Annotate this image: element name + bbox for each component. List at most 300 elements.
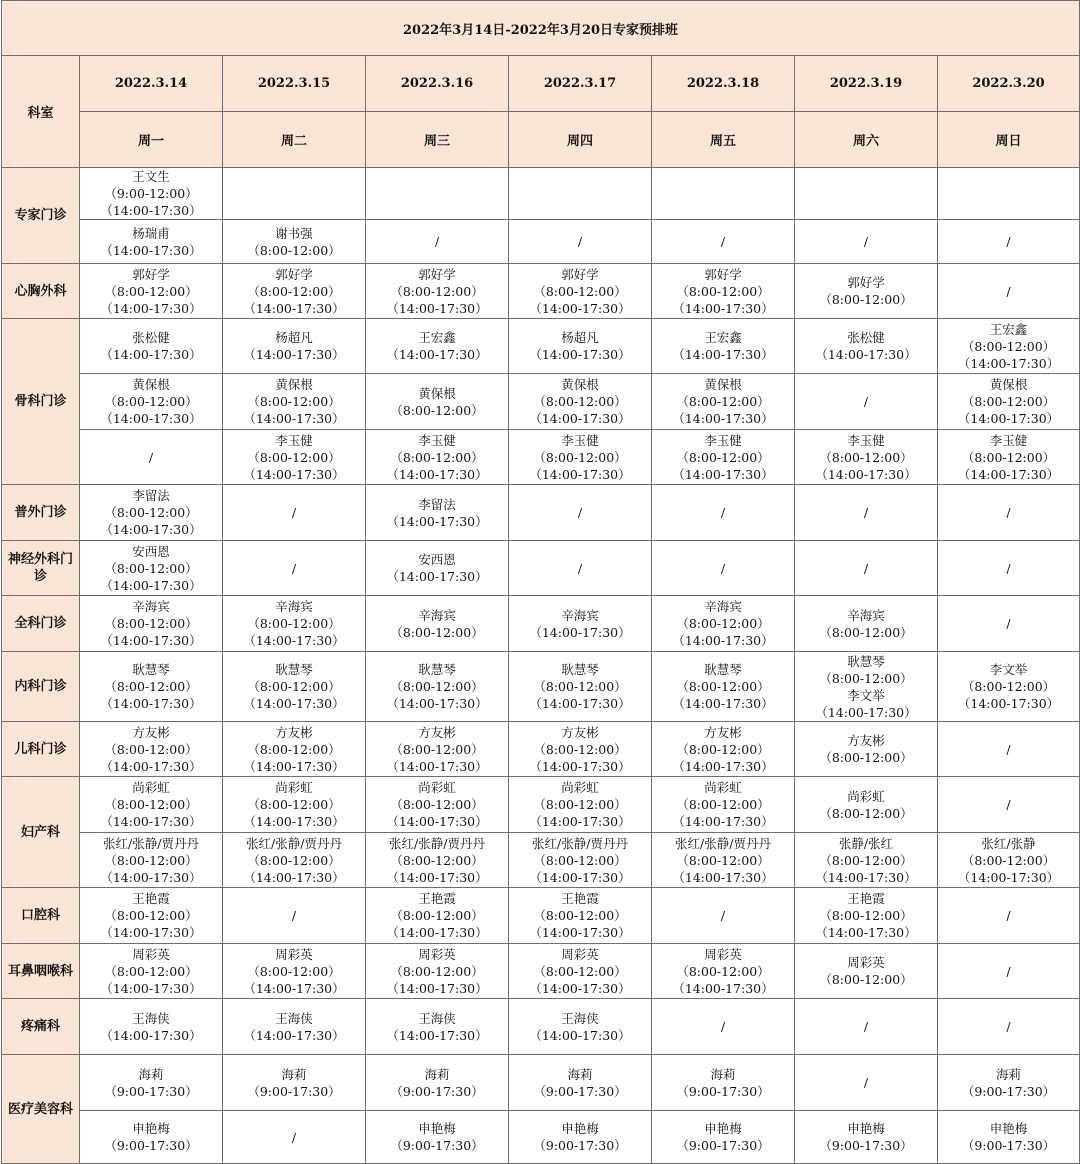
- schedule-cell: [652, 220, 795, 264]
- doctor-name: 辛海宾: [418, 607, 456, 623]
- shift-time: （14:00-17:30）: [100, 758, 202, 774]
- shift-time: （8:00-12:00）: [533, 394, 627, 409]
- doctor-name: 王文生: [132, 169, 170, 184]
- schedule-cell: [652, 168, 795, 220]
- schedule-cell: [223, 1055, 366, 1111]
- schedule-cell: [938, 833, 1080, 888]
- schedule-cell: [366, 168, 509, 220]
- weekday-header: 周一: [80, 112, 223, 168]
- shift-time: （14:00-17:30）: [386, 1027, 488, 1043]
- doctor-name: 申艳梅: [989, 1121, 1028, 1136]
- doctor-name: 尚彩虹: [847, 788, 885, 804]
- schedule-cell: [795, 888, 938, 944]
- shift-time: （8:00-12:00）: [104, 616, 198, 631]
- date-header: 2022.3.16: [366, 56, 509, 112]
- shift-time: （8:00-12:00）: [247, 394, 341, 409]
- shift-time: （14:00-17:30）: [386, 696, 488, 711]
- not-scheduled-mark: /: [863, 505, 869, 520]
- shift-time: （14:00-17:30）: [672, 696, 774, 711]
- shift-time: （8:00-12:00）: [676, 797, 770, 812]
- doctor-name: 海莉: [424, 1066, 450, 1082]
- dept-label: 神经外科门诊: [2, 541, 80, 596]
- schedule-row: [2, 430, 1080, 485]
- dept-label: 内科门诊: [2, 652, 80, 722]
- shift-time: （14:00-17:30）: [529, 925, 631, 940]
- schedule-cell: [80, 944, 223, 999]
- shift-time: （8:00-12:00）: [247, 616, 341, 631]
- date-header: 2022.3.20: [938, 56, 1080, 112]
- doctor-name: 尚彩虹: [561, 780, 599, 795]
- schedule-row: [2, 652, 1080, 722]
- shift-time: （14:00-17:30）: [529, 814, 631, 829]
- doctor-name: 王艳霞: [561, 891, 599, 906]
- doctor-name: 尚彩虹: [132, 780, 170, 795]
- shift-time: （14:00-17:30）: [672, 758, 774, 774]
- doctor-name: 黄保根: [275, 377, 313, 392]
- shift-time: （14:00-17:30）: [815, 925, 917, 940]
- schedule-cell: [366, 541, 509, 596]
- shift-time: （8:00-12:00）: [676, 616, 770, 631]
- weekday-header: 周五: [652, 112, 795, 168]
- doctor-name: 李玉健: [989, 432, 1028, 448]
- doctor-name: 黄保根: [561, 377, 599, 392]
- shift-time: （14:00-17:30）: [243, 1027, 345, 1043]
- shift-time: （9:00-17:30）: [390, 1138, 484, 1153]
- not-scheduled-mark: /: [577, 234, 583, 249]
- shift-time: （14:00-17:30）: [100, 814, 202, 829]
- doctor-name: 李玉健: [561, 432, 599, 448]
- not-scheduled-mark: /: [1006, 1019, 1011, 1034]
- schedule-row: [2, 541, 1080, 596]
- dept-label: 心胸外科: [2, 264, 80, 319]
- doctor-name: 周彩英: [847, 955, 885, 970]
- schedule-cell: [652, 430, 795, 485]
- date-header-row: [2, 56, 1080, 112]
- doctor-name: 周彩英: [132, 946, 170, 962]
- schedule-cell: [223, 944, 366, 999]
- doctor-name: 方友彬: [561, 724, 599, 740]
- doctor-name: 王宏鑫: [418, 330, 456, 345]
- shift-time: （14:00-17:30）: [243, 758, 345, 774]
- doctor-name: 辛海宾: [275, 599, 313, 614]
- schedule-cell: [223, 1111, 366, 1164]
- not-scheduled-mark: /: [291, 505, 297, 520]
- doctor-name: 耿慧琴: [847, 653, 885, 669]
- schedule-row: [2, 485, 1080, 541]
- schedule-cell: [366, 999, 509, 1055]
- schedule-cell: [652, 374, 795, 430]
- shift-time: （8:00-12:00）: [390, 852, 484, 868]
- shift-time: （14:00-17:30）: [100, 522, 202, 537]
- doctor-name: 海莉: [138, 1066, 164, 1082]
- date-header: 2022.3.17: [509, 56, 652, 112]
- doctor-name: 黄保根: [418, 385, 456, 401]
- shift-time: （14:00-17:30）: [672, 633, 774, 648]
- not-scheduled-mark: /: [720, 908, 726, 923]
- shift-time: （14:00-17:30）: [672, 814, 774, 829]
- shift-time: （8:00-12:00）: [247, 679, 341, 694]
- doctor-name: 王艳霞: [418, 891, 456, 906]
- not-scheduled-mark: /: [1006, 616, 1011, 631]
- shift-time: （14:00-17:30）: [672, 980, 774, 996]
- shift-time: （8:00-12:00）: [533, 283, 627, 299]
- doctor-name: 申艳梅: [132, 1121, 170, 1136]
- shift-time: （8:00-12:00）: [247, 797, 341, 812]
- schedule-cell: [223, 541, 366, 596]
- schedule-cell: [366, 220, 509, 264]
- doctor-name: 王艳霞: [132, 891, 170, 906]
- schedule-cell: [509, 374, 652, 430]
- shift-time: （8:00-12:00）: [104, 908, 198, 923]
- schedule-row: [2, 777, 1080, 833]
- doctor-name: 方友彬: [847, 733, 885, 748]
- shift-time: （8:00-12:00）: [390, 797, 484, 812]
- weekday-header: 周四: [509, 112, 652, 168]
- page-title: 2022年3月14日-2022年3月20日专家预排班: [2, 1, 1080, 56]
- not-scheduled-mark: /: [720, 234, 726, 249]
- schedule-cell: [366, 777, 509, 833]
- doctor-name: 尚彩虹: [418, 780, 456, 795]
- doctor-name: 周彩英: [704, 946, 742, 962]
- schedule-row: [2, 1055, 1080, 1111]
- schedule-cell: [795, 1111, 938, 1164]
- doctor-name: 尚彩虹: [704, 780, 742, 795]
- shift-time: （9:00-17:30）: [676, 1138, 770, 1153]
- schedule-cell: [652, 888, 795, 944]
- schedule-cell: [795, 777, 938, 833]
- schedule-cell: [652, 319, 795, 374]
- schedule-cell: [652, 1055, 795, 1111]
- shift-time: （14:00-17:30）: [100, 347, 202, 362]
- shift-time: （14:00-17:30）: [100, 696, 202, 711]
- shift-time: （14:00-17:30）: [243, 696, 345, 711]
- doctor-name: 王海侠: [275, 1010, 313, 1026]
- shift-time: （8:00-12:00）: [819, 908, 913, 923]
- shift-time: （8:00-12:00）: [533, 963, 627, 979]
- doctor-name: 尚彩虹: [275, 780, 313, 795]
- shift-time: （8:00-12:00）: [104, 797, 198, 812]
- shift-time: （14:00-17:30）: [672, 466, 774, 482]
- shift-time: （14:00-17:30）: [957, 869, 1060, 885]
- shift-time: （8:00-12:00）: [819, 750, 913, 765]
- schedule-cell: [80, 220, 223, 264]
- doctor-name: 辛海宾: [847, 607, 885, 623]
- schedule-row: [2, 833, 1080, 888]
- not-scheduled-mark: /: [720, 1019, 726, 1034]
- schedule-row: [2, 264, 1080, 319]
- schedule-cell: [509, 722, 652, 777]
- schedule-row: [2, 168, 1080, 220]
- doctor-name: 申艳梅: [418, 1121, 456, 1136]
- schedule-cell: [509, 430, 652, 485]
- shift-time: （8:00-12:00）: [104, 963, 198, 979]
- shift-time: （14:00-17:30）: [672, 869, 774, 885]
- schedule-cell: [652, 541, 795, 596]
- shift-time: （14:00-17:30）: [386, 814, 488, 829]
- shift-time: （14:00-17:30）: [386, 347, 488, 362]
- not-scheduled-mark: /: [863, 394, 869, 409]
- doctor-name: 郭好学: [704, 266, 742, 282]
- schedule-cell: [509, 168, 652, 220]
- schedule-cell: [223, 596, 366, 652]
- schedule-cell: [938, 168, 1080, 220]
- schedule-cell: [938, 777, 1080, 833]
- shift-time: （14:00-17:30）: [672, 347, 774, 362]
- dept-label: 普外门诊: [2, 485, 80, 541]
- schedule-cell: [366, 722, 509, 777]
- doctor-name: 张红/张静/贾丹丹: [103, 835, 199, 851]
- shift-time: （8:00-12:00）: [676, 679, 770, 694]
- doctor-name: 方友彬: [704, 724, 742, 740]
- schedule-row: [2, 944, 1080, 999]
- shift-time: （8:00-12:00）: [104, 505, 198, 520]
- schedule-cell: [80, 596, 223, 652]
- schedule-cell: [223, 777, 366, 833]
- doctor-name: 李留法: [132, 488, 170, 503]
- shift-time: （8:00-12:00）: [533, 679, 627, 694]
- schedule-cell: [509, 596, 652, 652]
- schedule-cell: [938, 596, 1080, 652]
- dept-label: 骨科门诊: [2, 319, 80, 485]
- shift-time: （8:00-12:00）: [676, 963, 770, 979]
- shift-time: （14:00-17:30）: [243, 466, 345, 482]
- not-scheduled-mark: /: [863, 234, 869, 249]
- shift-time: （8:00-12:00）: [390, 963, 484, 979]
- schedule-cell: [80, 999, 223, 1055]
- shift-time: （14:00-17:30）: [100, 633, 202, 648]
- weekday-header: 周三: [366, 112, 509, 168]
- dept-label: 口腔科: [2, 888, 80, 944]
- schedule-row: [2, 319, 1080, 374]
- schedule-cell: [938, 722, 1080, 777]
- doctor-name: 申艳梅: [847, 1121, 885, 1136]
- doctor-name: 周彩英: [561, 946, 599, 962]
- shift-time: （14:00-17:30）: [957, 355, 1060, 371]
- shift-time: （14:00-17:30）: [100, 577, 202, 593]
- schedule-cell: [652, 1111, 795, 1164]
- schedule-row: [2, 374, 1080, 430]
- weekday-header: 周六: [795, 112, 938, 168]
- doctor-name: 张静/张红: [838, 835, 894, 851]
- shift-time: （14:00-17:30）: [386, 980, 488, 996]
- doctor-name: 辛海宾: [561, 607, 599, 623]
- shift-time: （14:00-17:30）: [672, 300, 774, 316]
- shift-time: （8:00-12:00）: [961, 338, 1056, 354]
- schedule-cell: [366, 944, 509, 999]
- doctor-name: 张松健: [847, 330, 885, 345]
- doctor-name: 黄保根: [704, 377, 742, 392]
- shift-time: （8:00-12:00）: [104, 679, 198, 694]
- shift-time: （8:00-12:00）: [247, 449, 341, 465]
- schedule-cell: [80, 777, 223, 833]
- schedule-cell: [652, 596, 795, 652]
- schedule-cell: [795, 168, 938, 220]
- schedule-cell: [938, 220, 1080, 264]
- schedule-cell: [795, 944, 938, 999]
- schedule-cell: [223, 833, 366, 888]
- schedule-cell: [938, 319, 1080, 374]
- shift-time: （8:00-12:00）: [819, 852, 913, 868]
- date-header: 2022.3.15: [223, 56, 366, 112]
- schedule-cell: [366, 888, 509, 944]
- schedule-cell: [795, 220, 938, 264]
- schedule-cell: [795, 430, 938, 485]
- shift-time: （9:00-17:30）: [961, 1138, 1056, 1153]
- schedule-cell: [938, 652, 1080, 722]
- doctor-name: 耿慧琴: [561, 662, 599, 677]
- shift-time: （14:00-17:30）: [529, 624, 631, 640]
- schedule-cell: [795, 374, 938, 430]
- doctor-name: 张松健: [132, 330, 170, 345]
- shift-time: （14:00-17:30）: [100, 925, 202, 940]
- shift-time: （14:00-17:30）: [957, 411, 1060, 426]
- shift-time: （8:00-12:00）: [676, 283, 770, 299]
- dept-label: 专家门诊: [2, 168, 80, 264]
- doctor-name: 耿慧琴: [275, 662, 313, 677]
- shift-time: （8:00-12:00）: [247, 242, 341, 258]
- doctor-name: 海莉: [710, 1066, 736, 1082]
- doctor-name: 耿慧琴: [132, 662, 170, 677]
- schedule-cell: [652, 652, 795, 722]
- doctor-name: 王宏鑫: [989, 321, 1028, 337]
- doctor-name: 辛海宾: [704, 599, 742, 614]
- doctor-name: 张红/张静/贾丹丹: [675, 835, 771, 851]
- shift-time: （8:00-12:00）: [676, 741, 770, 757]
- schedule-cell: [223, 264, 366, 319]
- shift-time: （8:00-12:00）: [961, 679, 1056, 694]
- shift-time: （14:00-17:30）: [386, 758, 488, 774]
- schedule-cell: [509, 1055, 652, 1111]
- not-scheduled-mark: /: [720, 505, 726, 520]
- schedule-cell: [652, 999, 795, 1055]
- schedule-cell: [80, 430, 223, 485]
- shift-time: （8:00-12:00）: [390, 449, 484, 465]
- not-scheduled-mark: /: [1006, 797, 1011, 812]
- doctor-name: 申艳梅: [561, 1121, 599, 1136]
- doctor-name: 王艳霞: [847, 891, 885, 906]
- shift-time: （8:00-12:00）: [961, 394, 1056, 409]
- shift-time: （14:00-17:30）: [529, 300, 631, 316]
- schedule-cell: [223, 652, 366, 722]
- doctor-name: 郭好学: [418, 266, 456, 282]
- weekday-header: 周日: [938, 112, 1080, 168]
- doctor-name: 张红/张静/贾丹丹: [246, 835, 342, 851]
- shift-time: （14:00-17:30）: [100, 300, 202, 316]
- shift-time: （14:00-17:30）: [100, 1027, 202, 1043]
- not-scheduled-mark: /: [577, 505, 583, 520]
- shift-time: （8:00-12:00）: [390, 908, 484, 923]
- shift-time: （14:00-17:30）: [243, 633, 345, 648]
- schedule-cell: [652, 777, 795, 833]
- weekday-header-row: [2, 112, 1080, 168]
- schedule-cell: [223, 430, 366, 485]
- shift-time: （8:00-12:00）: [819, 292, 913, 307]
- schedule-cell: [938, 1055, 1080, 1111]
- schedule-cell: [80, 888, 223, 944]
- dept-label: 儿科门诊: [2, 722, 80, 777]
- schedule-cell: [80, 264, 223, 319]
- schedule-cell: [795, 1055, 938, 1111]
- shift-time: （8:00-12:00）: [390, 283, 484, 299]
- doctor-name: 方友彬: [418, 724, 456, 740]
- doctor-name: 李玉健: [704, 432, 742, 448]
- doctor-name: 李玉健: [275, 432, 313, 448]
- dept-label: 全科门诊: [2, 596, 80, 652]
- dept-column-header: 科室: [2, 56, 80, 168]
- shift-time: （14:00-17:30）: [529, 1027, 631, 1043]
- schedule-cell: [509, 485, 652, 541]
- schedule-cell: [652, 485, 795, 541]
- schedule-row: [2, 722, 1080, 777]
- shift-time: （8:00-12:00）: [390, 402, 484, 418]
- schedule-cell: [80, 652, 223, 722]
- doctor-name: 李留法: [418, 496, 456, 512]
- schedule-cell: [366, 652, 509, 722]
- schedule-cell: [795, 264, 938, 319]
- shift-time: （9:00-17:30）: [247, 1083, 341, 1099]
- shift-time: （14:00-17:30）: [243, 300, 345, 316]
- schedule-cell: [80, 833, 223, 888]
- schedule-cell: [366, 1111, 509, 1164]
- schedule-cell: [652, 944, 795, 999]
- schedule-cell: [509, 888, 652, 944]
- shift-time: （14:00-17:30）: [815, 466, 917, 482]
- doctor-name: 李玉健: [418, 432, 456, 448]
- doctor-name: 杨超凡: [275, 330, 313, 345]
- shift-time: （8:00-12:00）: [390, 741, 484, 757]
- shift-time: （8:00-12:00）: [819, 972, 913, 987]
- schedule-cell: [509, 944, 652, 999]
- shift-time: （14:00-17:30）: [529, 980, 631, 996]
- schedule-cell: [795, 596, 938, 652]
- doctor-name: 周彩英: [275, 946, 313, 962]
- shift-time: （14:00-17:30）: [386, 569, 488, 584]
- shift-time: （8:00-12:00）: [104, 394, 198, 409]
- schedule-cell: [509, 999, 652, 1055]
- doctor-name: 张红/张静/贾丹丹: [532, 835, 628, 851]
- not-scheduled-mark: /: [863, 1075, 869, 1090]
- shift-time: （14:00-17:30）: [100, 411, 202, 426]
- doctor-name: 王海侠: [418, 1010, 456, 1026]
- shift-time: （8:00-12:00）: [533, 449, 627, 465]
- schedule-row: [2, 220, 1080, 264]
- doctor-name: 郭好学: [561, 266, 599, 282]
- shift-time: （8:00-12:00）: [533, 741, 627, 757]
- schedule-cell: [652, 264, 795, 319]
- not-scheduled-mark: /: [863, 1019, 869, 1034]
- schedule-table: [1, 0, 1080, 1164]
- schedule-cell: [366, 319, 509, 374]
- doctor-name: 安西恩: [132, 543, 170, 559]
- shift-time: （9:00-17:30）: [390, 1083, 484, 1099]
- title-row: [2, 1, 1080, 56]
- shift-time: （8:00-12:00）: [533, 908, 627, 923]
- shift-time: （8:00-12:00）: [961, 852, 1056, 868]
- schedule-cell: [223, 319, 366, 374]
- shift-time: （14:00-17:30）: [529, 696, 631, 711]
- shift-time: （14:00-17:30）: [100, 869, 202, 885]
- schedule-cell: [80, 485, 223, 541]
- doctor-name: 李玉健: [847, 432, 885, 448]
- schedule-cell: [223, 168, 366, 220]
- schedule-cell: [366, 264, 509, 319]
- shift-time: （8:00-12:00）: [819, 805, 913, 821]
- schedule-cell: [223, 220, 366, 264]
- doctor-name: 黄保根: [989, 377, 1028, 392]
- schedule-cell: [366, 1055, 509, 1111]
- shift-time: （8:00-12:00）: [247, 741, 341, 757]
- shift-time: （14:00-17:30）: [529, 869, 631, 885]
